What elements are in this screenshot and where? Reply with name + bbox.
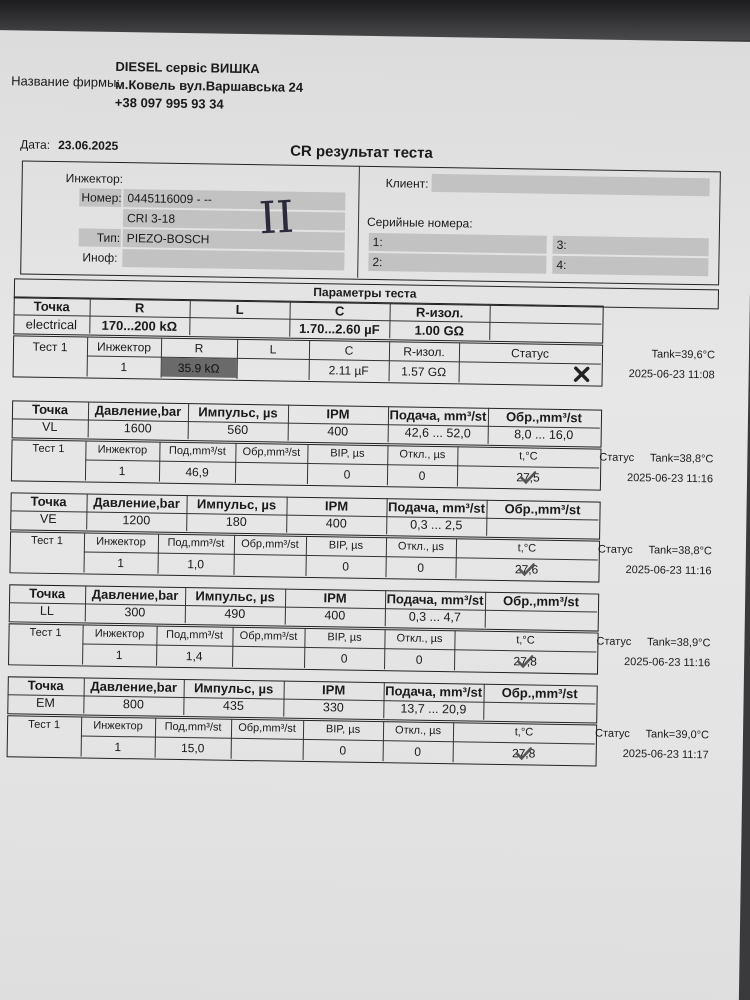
point-vl-feed: 42,6 ... 52,0: [404, 425, 471, 441]
tests-head-status: Статус: [594, 727, 630, 741]
points-head-ret: Обр.,mm³/st: [505, 409, 583, 426]
tests-head-injector: Инжектор: [96, 535, 146, 549]
point-ve-feed: 0,3 ... 2,5: [410, 517, 463, 533]
serial-4-label: 4:: [556, 257, 567, 273]
tests-head-dev: Откл., µs: [399, 448, 446, 462]
injector-number: 0445116009 - --: [127, 191, 212, 207]
electrical-head-r: R: [134, 300, 145, 316]
tests-head-bip: BIP, µs: [327, 631, 362, 644]
point-vl-ipm: 400: [327, 424, 349, 439]
point-ve-test-dev: 0: [417, 560, 425, 575]
point-em-test-bip: 0: [339, 743, 347, 758]
tests-head-bip: BIP, µs: [330, 447, 365, 460]
electrical-tank: Tank=39,6°C: [651, 348, 716, 362]
report-title: CR результат теста: [289, 142, 433, 162]
tests-head-temp: t,°C: [514, 726, 534, 739]
tests-head-feed: Под,mm³/st: [165, 628, 224, 642]
tests-head-feed: Под,mm³/st: [168, 444, 226, 458]
status-ok-check-icon: [516, 746, 532, 760]
point-em-time: 2025-06-23 11:17: [622, 747, 709, 762]
electrical-test-head-injector: Инжектор: [96, 339, 152, 355]
tests-head-feed: Под,mm³/st: [167, 536, 225, 550]
point-vl-name: VL: [42, 419, 58, 435]
electrical-test-head-c: C: [344, 343, 354, 358]
points-head-pulse: Импульс, µs: [195, 588, 275, 605]
points-head-ret: Обр.,mm³/st: [503, 593, 580, 610]
handwritten-mark: II: [257, 191, 296, 245]
point-ll-test-bip: 0: [340, 651, 348, 666]
points-head-feed: Подача, mm³/st: [389, 407, 487, 424]
point-em-feed: 13,7 ... 20,9: [400, 701, 467, 717]
serial-2-field: [368, 253, 546, 274]
tests-head-ret: Обр,mm³/st: [241, 537, 299, 551]
tests-head-ret: Обр,mm³/st: [238, 721, 296, 735]
tests-head-status: Статус: [597, 543, 633, 557]
point-ll-feed: 0,3 ... 4,7: [408, 609, 462, 625]
firm-address: м.Ковель вул.Варшавська 24: [115, 76, 304, 95]
electrical-test-head-riso: R-изол.: [403, 344, 445, 360]
points-head-pulse: Импульс, µs: [193, 680, 274, 697]
point-em-pressure: 800: [122, 697, 144, 712]
tests-head-injector: Инжектор: [93, 719, 143, 733]
point-ve-ipm: 400: [325, 516, 347, 531]
status-ok-check-icon: [517, 654, 533, 668]
params-title: Параметры теста: [313, 285, 417, 301]
tests-head-dev: Откл., µs: [396, 632, 443, 646]
point-vl-time: 2025-06-23 11:16: [626, 471, 714, 486]
electrical-riso-range: 1.00 GΩ: [414, 322, 465, 339]
tests-head-status: Статус: [596, 635, 632, 649]
electrical-c-range: 1.70...2.60 µF: [298, 320, 380, 338]
tests-head-temp: t,°C: [516, 634, 535, 647]
status-ok-check-icon: [520, 470, 536, 484]
point-vl-test-injector: 1: [118, 464, 126, 479]
points-head-pressure: Давление,bar: [91, 586, 179, 603]
tests-head-test: Тест 1: [32, 442, 65, 456]
point-ll-pulse: 490: [224, 606, 246, 622]
points-head-point: Точка: [31, 401, 69, 418]
point-ve-test-feed: 1,0: [187, 557, 205, 572]
electrical-test-r: 35.9 kΩ: [177, 360, 220, 376]
tests-head-dev: Откл., µs: [397, 540, 445, 554]
point-ll-ipm: 400: [324, 608, 346, 623]
serial-3-label: 3:: [556, 237, 567, 253]
points-head-ipm: IPM: [326, 406, 350, 422]
electrical-head-point: Точка: [33, 298, 70, 315]
date-value: 23.06.2025: [58, 138, 119, 153]
point-em-test-dev: 0: [414, 744, 422, 759]
point-vl-pressure: 1600: [123, 421, 152, 436]
electrical-time: 2025-06-23 11:08: [628, 368, 715, 382]
point-ve-test-injector: 1: [117, 556, 125, 571]
serial-1-label: 1:: [372, 234, 383, 250]
point-em-test-feed: 15,0: [180, 741, 205, 756]
point-em-ipm: 330: [322, 700, 344, 715]
firm-name: DIESEL сервіс ВИШКА: [115, 58, 260, 77]
status-ok-check-icon: [518, 562, 534, 576]
info-field-bg: [122, 249, 344, 270]
tests-head-bip: BIP, µs: [325, 723, 361, 736]
point-ve-name: VE: [39, 511, 57, 527]
point-ve-tank: Tank=38,8°C: [648, 544, 712, 558]
tests-head-test: Тест 1: [29, 626, 62, 640]
electrical-test-label: Тест 1: [32, 339, 68, 355]
point-vl-test-feed: 46,9: [185, 465, 209, 480]
point-ll-name: LL: [39, 603, 54, 619]
tests-head-test: Тест 1: [30, 534, 64, 548]
point-ve-test-temp: 27,6: [514, 562, 539, 577]
point-ll-tank: Tank=38,9°C: [646, 636, 711, 650]
injector-section-label: Инжектор:: [65, 171, 124, 187]
points-head-pressure: Давление,bar: [93, 494, 180, 511]
serial-2-label: 2:: [372, 254, 383, 270]
points-head-point: Точка: [30, 493, 67, 510]
date-label: Дата:: [20, 137, 51, 152]
report-sheet: [0, 30, 750, 1000]
points-head-pressure: Давление,bar: [94, 402, 182, 419]
point-ve-pressure: 1200: [122, 513, 151, 528]
point-ve-pulse: 180: [225, 514, 247, 530]
points-head-feed: Подача, mm³/st: [386, 591, 484, 608]
points-head-pressure: Давление,bar: [90, 678, 178, 695]
points-head-ret: Обр.,mm³/st: [504, 501, 581, 518]
point-ll-test-dev: 0: [415, 652, 423, 667]
tests-head-ret: Обр,mm³/st: [242, 445, 301, 459]
points-head-point: Точка: [27, 677, 64, 694]
tests-head-dev: Откл., µs: [394, 724, 442, 738]
type-label: Тип:: [96, 230, 121, 246]
electrical-test-riso: 1.57 GΩ: [401, 364, 447, 380]
point-vl-ret: 8,0 ... 16,0: [514, 427, 574, 443]
tests-head-bip: BIP, µs: [328, 539, 364, 552]
points-head-point: Точка: [29, 585, 66, 602]
electrical-test-head-l: L: [269, 342, 277, 357]
point-vl-test-temp: 27,5: [516, 470, 540, 485]
point-ve-time: 2025-06-23 11:16: [625, 563, 712, 578]
electrical-test-injector: 1: [120, 360, 128, 375]
point-ll-test-temp: 27,8: [513, 654, 537, 669]
point-ll-time: 2025-06-23 11:16: [624, 655, 711, 670]
tests-head-temp: t,°C: [517, 542, 537, 555]
point-em-test-temp: 27,8: [511, 746, 536, 761]
points-head-pulse: Импульс, µs: [196, 496, 277, 513]
point-ll-test-injector: 1: [115, 647, 123, 663]
tests-head-feed: Под,mm³/st: [164, 720, 222, 734]
electrical-test-head-r: R: [194, 341, 204, 356]
client-label: Клиент:: [385, 176, 429, 191]
firm-phone: +38 097 995 93 34: [114, 94, 224, 112]
serial-1-field: [369, 233, 547, 254]
tests-head-status: Статус: [599, 451, 635, 465]
firm-label: Название фирмы:: [11, 73, 121, 90]
electrical-head-l: L: [235, 301, 244, 317]
point-vl-pulse: 560: [227, 422, 249, 438]
tests-head-temp: t,°C: [519, 450, 538, 463]
tests-head-injector: Инжектор: [97, 443, 148, 457]
serials-label: Серийные номера:: [366, 214, 473, 231]
tests-head-ret: Обр,mm³/st: [239, 629, 298, 643]
info-label: Иноф:: [82, 250, 118, 265]
points-head-feed: Подача, mm³/st: [385, 683, 483, 700]
points-head-pulse: Импульс, µs: [198, 404, 278, 421]
point-em-name: EM: [35, 695, 55, 711]
point-vl-test-dev: 0: [418, 468, 426, 483]
number-label: Номер:: [81, 190, 122, 206]
point-em-test-injector: 1: [114, 739, 122, 755]
tests-head-injector: Инжектор: [94, 627, 145, 641]
electrical-head-c: C: [334, 303, 345, 319]
electrical-test-c: 2.11 µF: [328, 363, 369, 378]
point-vl-tank: Tank=38,8°C: [649, 452, 714, 466]
point-em-pulse: 435: [222, 698, 244, 714]
tests-head-test: Тест 1: [28, 718, 61, 732]
serial-3-field: [553, 236, 709, 256]
point-vl-test-bip: 0: [343, 467, 351, 482]
point-em-tank: Tank=39,0°C: [645, 728, 710, 742]
points-head-ipm: IPM: [324, 498, 349, 514]
injector-model: CRI 3-18: [126, 211, 176, 226]
injector-type: PIEZO-BOSCH: [126, 231, 210, 247]
points-head-ipm: IPM: [321, 682, 346, 698]
points-head-feed: Подача, mm³/st: [387, 499, 486, 516]
point-ve-test-bip: 0: [342, 559, 350, 574]
electrical-test-head-status: Статус: [510, 346, 550, 361]
fail-x-icon: [574, 366, 590, 382]
serial-4-field: [552, 256, 708, 276]
electrical-point-name: electrical: [25, 316, 78, 333]
point-ll-pressure: 300: [124, 605, 146, 620]
electrical-r-range: 170...200 kΩ: [101, 317, 178, 334]
point-ll-test-feed: 1,4: [185, 649, 203, 664]
points-head-ipm: IPM: [323, 590, 347, 606]
electrical-head-riso: R-изол.: [415, 304, 464, 321]
points-head-ret: Обр.,mm³/st: [501, 685, 578, 702]
